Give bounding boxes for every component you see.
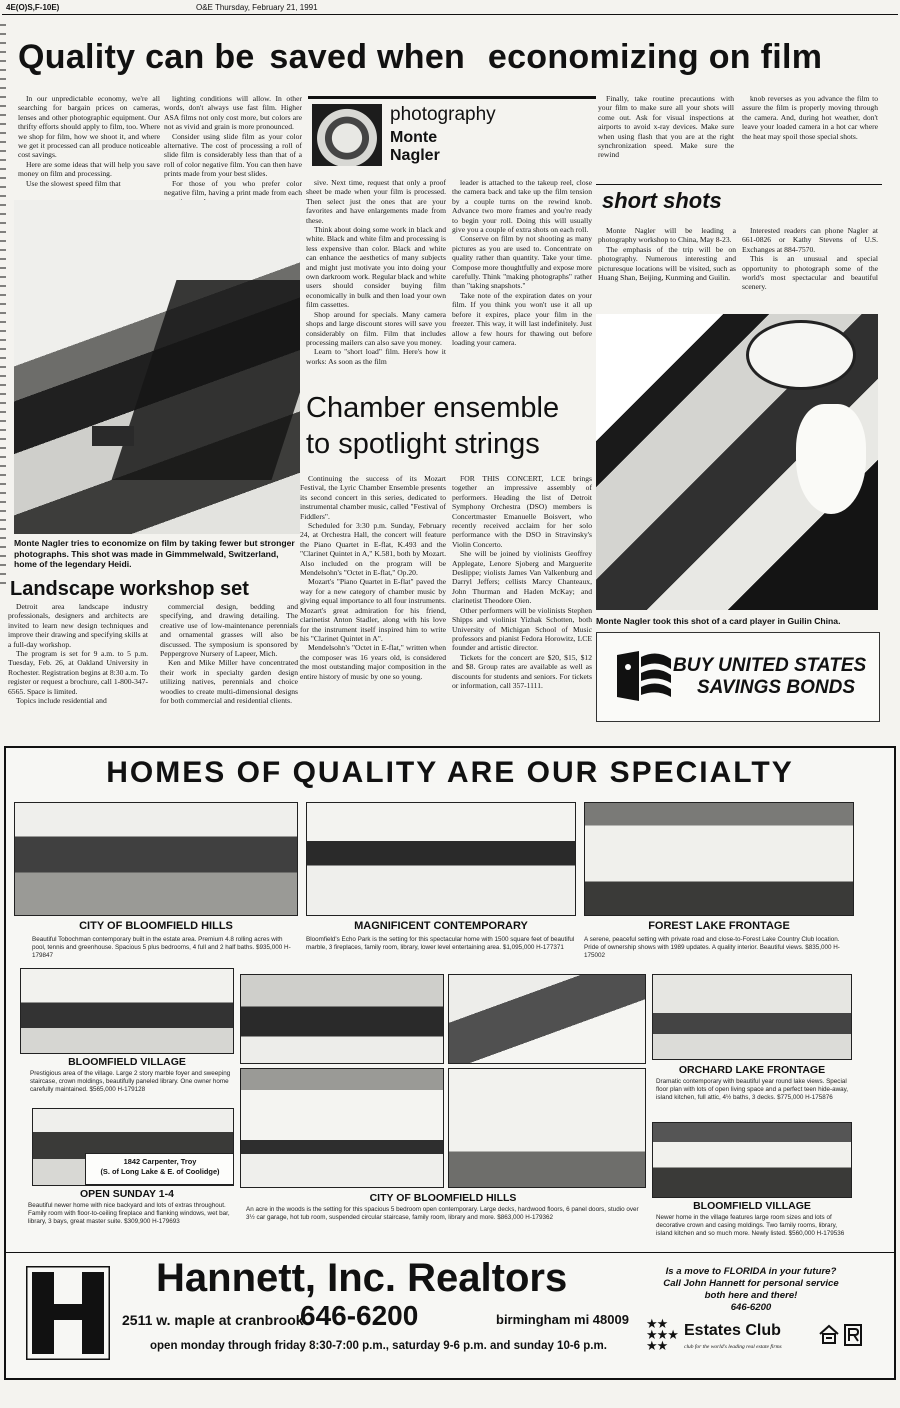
paragraph: Monte Nagler will be leading a photography workshop to China, May 8-23. (598, 226, 736, 245)
listing-desc-8: Newer home in the village features large room sizes and lots of decorative crown and casing moldings. Two family rooms, library, island kitchen and so much more. Newly listed. $560,000 H-179536 (656, 1214, 845, 1237)
house-photo-8 (32, 1108, 234, 1186)
hut-shape (92, 426, 134, 446)
film-col-1 (18, 94, 160, 188)
listing-title-3: FOREST LAKE FRONTAGE (648, 920, 790, 932)
house-photo-2 (306, 802, 576, 916)
paragraph: In our unpredictable economy, we're all searching for bargain prices on cameras, lenses and other photographic equipment. Our thrifty efforts should apply to film, too. Where we shop for film, how we shoot it, and where we get it processed can all produce noticeable cost savings. (18, 94, 160, 160)
estates-club-stars-icon: ★★ ★★★ ★★ (646, 1316, 678, 1353)
beard-shape (796, 404, 866, 514)
equal-housing-icon (818, 1324, 840, 1346)
paragraph: Use the slowest speed film that (26, 178, 121, 188)
florida-line-1: Is a move to FLORIDA in your future? (665, 1266, 837, 1277)
estates-club-tagline: club for the world's leading real estate firms (684, 1344, 782, 1350)
paragraph: commercial design, bedding and specifying, and drawing detailing. The creative use of low-maintenance perennials and ornamental grasses will also be discussed. The symposium is sponsored by Peppergrove Nursery of Lapeer, Mich. (160, 602, 298, 659)
short-shots-rule (596, 184, 882, 185)
listing-title-6: OPEN SUNDAY 1-4 (80, 1188, 174, 1200)
chamber-col-2 (452, 474, 592, 690)
savings-bonds-ad (596, 632, 880, 722)
florida-line-2: Call John Hannett for personal service (663, 1278, 839, 1289)
chamber-headline-line-2: to spotlight strings (306, 428, 540, 460)
hannett-h-logo (26, 1266, 110, 1360)
realtor-footer-rule (6, 1252, 894, 1253)
paragraph: For those of you who prefer color negative film, having a print made from each (164, 178, 302, 198)
paragraph: The emphasis of the trip will be on photography. Numerous interesting and picturesque locations will be visited, such as Huang Shan, Beijing, Kunming and Guilin. (598, 244, 736, 283)
realtor-r-icon (844, 1324, 862, 1346)
film-col-5 (598, 94, 734, 160)
listing-desc-2: Bloomfield's Echo Park is the setting for this spectacular home with 1500 square feet of beautiful marble, 3 fireplaces, family room, library, lower level entertaining area. $1,095,000 H-177371 (306, 936, 575, 951)
paragraph: FOR THIS CONCERT, LCE brings together an impressive assembly of performers. Heading the list of Detroit Symphony Orchestra (DSO) members is Concertmaster Emanuelle Boisvert, who recently received acclaim for her solo performance with the DSO in Stravinsky's Violin Concerto. (452, 474, 592, 549)
paragraph: Mendelsohn's "Octet in E-flat," written when the composer was 16 years old, is considered the most outstanding major composition in the entire history of music by one so young. (300, 643, 446, 681)
paragraph: knob reverses as you advance the film to assure the film is properly moving through the camera. And, during hot weather, don't leave your loaded camera in a hot car where the heat may spoil those special shots. (742, 94, 878, 141)
realtor-banner: HOMES OF QUALITY ARE OUR SPECIALTY (106, 756, 794, 789)
listing-desc-5: Dramatic contemporary with beautiful year round lake views. Special floor plan with lots of open living space and a perfect teen hide-away, island kitchen, full attic, 4½ baths, 3 decks. $775,000 H-175876 (656, 1078, 849, 1101)
card-player-photo (596, 314, 878, 610)
paragraph: Ken and Mike Miller have concentrated their work in specialty garden design utilizing natives, perennials and choice woodies to create multi-dimensional designs for both commercial and residential clients. (160, 658, 298, 706)
paragraph: Detroit area landscape industry professionals, designers and architects are invited to learn new design techniques and improve their drawing and specifying skills at a full-day workshop. (8, 602, 148, 649)
listing-title-8: BLOOMFIELD VILLAGE (693, 1200, 811, 1212)
landscape-col-2 (160, 602, 298, 705)
paragraph: Scheduled for 3:30 p.m. Sunday, February 24, at Orchestra Hall, the concert will feature the Piano Quartet in E-flat, K.493 and the "Clarinet Quintet in A," K.581, both by Mozart. Also included on the program will be Mendelsohn's "Octet in E-flat," Op.20. (300, 521, 446, 578)
page-edition: 4E(O)S,F-10E) (6, 3, 60, 12)
paragraph: She will be joined by violinists Geoffrey Applegate, Lenore Sjoberg and Marguerite Deslippe; violists James Van Valkenburg and Darryl Jeffers; cellists Marcy Chanteaux, John Thurman and Haden McKay; and clarinetist Theodore Oien. (452, 549, 592, 606)
chamber-headline-line-1: Chamber ensemble (306, 392, 560, 424)
film-col-3 (306, 178, 446, 366)
paragraph: Shop around for specials. Many camera shops and large discount stores will save you considerably on film. Film that includes processing mailers can also save you money. (306, 309, 446, 347)
paragraph: Interested readers can phone Nagler at 661-0826 or Kathy Stevens of U.S. Exchanges at 884-7570. (742, 226, 878, 254)
page-dateline: O&E Thursday, February 21, 1991 (196, 3, 318, 12)
listing-desc-7: An acre in the woods is the setting for this spacious 5 bedroom open contemporary. Large decks, hardwood floors, 6 panel doors, studio over 3½ car garage, hot tub room, suspended circular staircase, family room, library and more. $863,000 H-179362 (246, 1206, 639, 1221)
gimmelwald-caption: Monte Nagler tries to economize on film by taking fewer but stronger photographs. This shot was made in Gimmmelwald, Switzerland, home of the legendary Heidi. (14, 538, 295, 569)
house-photo-1 (14, 802, 298, 916)
listing-title-7: CITY OF BLOOMFIELD HILLS (369, 1192, 517, 1204)
paragraph: sive. Next time, request that only a proof sheet be made when your film is processed. Then select just the ones that are your favorites and have enlargements made from these. (306, 178, 446, 225)
columnist-top-rule (308, 96, 596, 99)
flag-icon (613, 647, 673, 705)
listing-title-1: CITY OF BLOOMFIELD HILLS (79, 920, 233, 932)
mountain-shadow (112, 280, 300, 480)
headline-film (18, 38, 888, 84)
columnist-box (308, 96, 596, 172)
columnist-headshot (312, 104, 382, 166)
house-photo-11 (652, 1122, 852, 1198)
realtor-hours: open monday through friday 8:30-7:00 p.m., saturday 9-6 p.m. and sunday 10-6 p.m. (150, 1340, 607, 1352)
bonds-line-1: BUY UNITED STATES (673, 655, 867, 676)
headline-part-2: saved when (269, 38, 466, 76)
paragraph: Here are some ideas that will help you save money on film and processing. (18, 159, 160, 179)
short-shots-headline: short shots (602, 188, 722, 213)
landscape-headline: Landscape workshop set (10, 578, 249, 600)
listing-desc-4: Prestigious area of the village. Large 2 story marble foyer and sweeping staircase, crown moldings, beautifully paneled library. One owner home carefully maintained. $565,000 H-179128 (30, 1070, 231, 1093)
film-col-6 (742, 94, 878, 141)
house-photo-7 (652, 974, 852, 1060)
estates-club-name: Estates Club (684, 1322, 781, 1339)
paragraph: This is an unusual and special opportunity to photograph some of the world's most spectacular and beautiful scenery. (742, 254, 878, 292)
left-margin-bleed (0, 24, 6, 584)
gimmelwald-photo (14, 200, 300, 534)
paragraph: Topics include residential and (16, 696, 107, 706)
florida-phone: 646-6200 (730, 1302, 772, 1313)
paragraph: lighting conditions will allow. In other words, don't always use fast film. Higher ASA films not only cost more, but colors are not as vivid and grain is more pronounced. (164, 94, 302, 132)
short-shots-col-1 (598, 226, 736, 282)
paragraph: Think about doing some work in black and white. Black and white film and processing is less expensive than color. Black and white can enhance the aesthetics of many subjects and might just motivate you into doing your own darkroom work. Regular black and white users should consider buying film economically in bulk and then load your own film cassettes. (306, 225, 446, 310)
paragraph: Learn to "short load" film. Here's how it works: As soon as the film (306, 347, 446, 366)
listing-desc-3: A serene, peaceful setting with private road and close-to-Forest Lake Country Club location. Pride of ownership shows with 1989 updates. A quality interior. Beautiful views. $835,000 H-175002 (584, 936, 840, 959)
house-photo-5 (240, 974, 444, 1064)
realtor-company-name: Hannett, Inc. Realtors (156, 1256, 568, 1300)
short-shots-col-2 (742, 226, 878, 292)
columnist-last-name: Nagler (390, 147, 440, 164)
film-col-2 (164, 94, 302, 207)
columnist-section: photography (390, 104, 496, 125)
chamber-col-1 (300, 474, 446, 681)
paragraph: The program is set for 9 a.m. to 5 p.m. Tuesday, Feb. 26, at Oakland University in Rochester. Registration begins at 8:30 a.m. To register or request a brochure, call 1-800-347-6565. Space is limited. (8, 649, 149, 696)
realtor-city: birmingham mi 48009 (496, 1312, 629, 1327)
paragraph: leader is attached to the takeup reel, close the camera back and take up the film tension by a couple turns on the rewind knob. Advance two more frames and you're ready to begin your roll. Doing this will usually give you a couple of extra shots on each roll. (452, 178, 592, 235)
paragraph: Other performers will be violinists Stephen Shipps and violinist Yizhak Schotten, both University of Michigan School of Music professors and pianist Fedora Horowitz, LCE founder and artistic director. (452, 605, 592, 653)
house-photo-10 (448, 1068, 646, 1188)
house-photo-9 (240, 1068, 444, 1188)
columnist-first-name: Monte (390, 129, 438, 146)
paragraph: Consider using slide film as your color alternative. The cost of processing a roll of slide film is considerably less than that of a roll of color negative film. You can then have prints made from your best slides. (164, 131, 302, 179)
florida-line-3: both here and there! (704, 1290, 798, 1301)
header-rule (2, 14, 898, 15)
paragraph: Continuing the success of its Mozart Festival, the Lyric Chamber Ensemble presents its second concert in this series, dedicated to instrumental chamber music, called "Festival of Fiddlers". (300, 474, 446, 521)
listing-title-4: BLOOMFIELD VILLAGE (68, 1056, 186, 1068)
paragraph: Conserve on film by not shooting as many pictures as you are used to. Concentrate on quality rather than quantity. Take your time. Compose more thoughtfully and expose more carefully. Think "making photographs" rather than "taking snapshots." (452, 234, 592, 291)
landscape-col-1 (8, 602, 148, 705)
headline-part-3: economizing on film (487, 38, 823, 76)
realtor-address: 2511 w. maple at cranbrook (122, 1312, 304, 1328)
bonds-line-2: SAVINGS BONDS (697, 677, 856, 698)
paragraph: Mozart's "Piano Quartet in E-flat" paved the way for a new category of chamber music by giving equal importance to all four instruments. Mozart's great admiration for his friend, clarinetist Anton Stadler, along with his love for the instrument itself inspired him to write his "Clarinet Quintet in A". (300, 577, 446, 643)
paragraph: Tickets for the concert are $20, $15, $12 and $8. Group rates are available as well as discounts for students and seniors. For tickets or information, call 357-1111. (452, 652, 592, 690)
film-col-4 (452, 178, 592, 347)
headline-part-1: Quality can be (18, 38, 255, 76)
card-player-caption: Monte Nagler took this shot of a card player in Guilin China. (596, 616, 841, 626)
listing-title-2: MAGNIFICENT CONTEMPORARY (354, 920, 528, 932)
house-photo-4 (20, 968, 234, 1054)
realtor-ad (4, 746, 896, 1380)
house-photo-6 (448, 974, 646, 1064)
hat-shape (746, 320, 856, 390)
listing-desc-6: Beautiful newer home with nice backyard and lots of extras throughout. Family room with floor-to-ceiling fireplace and flanking windows, wet bar, library, 3 bays, great master suite. $309,900 H-179693 (28, 1202, 230, 1225)
realtor-phone: 646-6200 (300, 1300, 419, 1331)
house-photo-3 (584, 802, 854, 916)
florida-promo (636, 1266, 866, 1314)
listing-title-5: ORCHARD LAKE FRONTAGE (678, 1064, 826, 1076)
sign-directions: (S. of Long Lake & E. of Coolidge) (100, 1167, 220, 1176)
sign-address: 1842 Carpenter, Troy (123, 1157, 197, 1166)
paragraph: Take note of the expiration dates on your film. If you think you won't use it all up before it expires, place your film in the freezer. This way, it will last indefinitely. Just allow a few hours for thawing out before loading your camera. (452, 290, 592, 347)
listing-desc-1: Beautiful Tobochman contemporary built in the estate area. Premium 4.8 rolling acres with pool, tennis and greenhouse. Spacious 5 plus bedrooms, 4 full and 2 half baths. $935,000 H-179847 (32, 936, 291, 959)
open-house-sign (85, 1153, 234, 1185)
paragraph: Finally, take routine precautions with your film to make sure all your shots will come out. Ask for visual inspections at airports to avoid x-ray devices. Make sure when using flash that you are at the right synchronization speed. Make sure the rewind (598, 94, 734, 160)
